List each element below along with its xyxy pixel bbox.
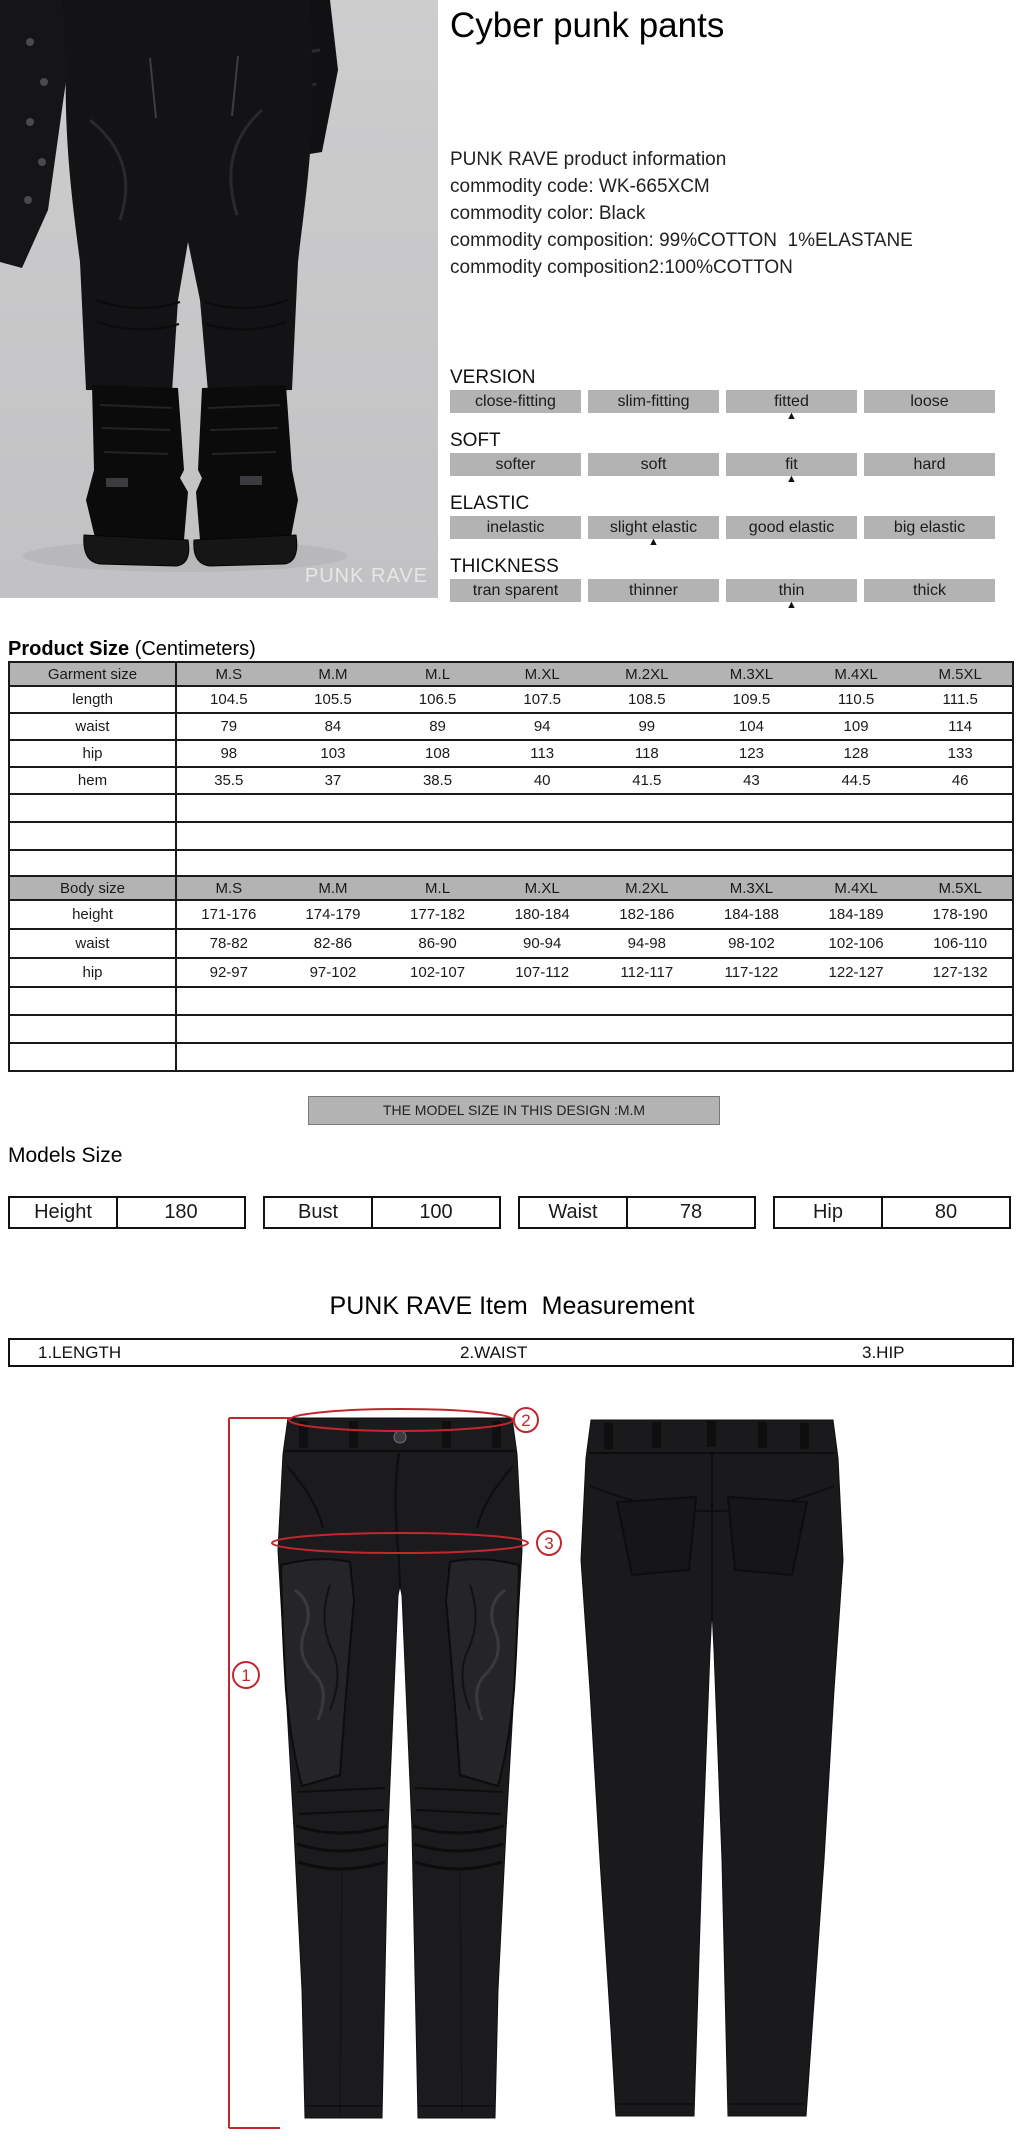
callout-number-2: 2 (521, 1411, 531, 1430)
value-cell: 123 (699, 740, 804, 767)
product-info-line: commodity composition2:100%COTTON (450, 257, 793, 278)
value-cell: 82-86 (281, 929, 386, 958)
attribute-options-row (450, 453, 995, 476)
attribute-option: tran sparent (450, 579, 581, 602)
value-cell: 127-132 (908, 958, 1013, 987)
attribute-option: thinner (588, 579, 719, 602)
model-size-label: Bust (265, 1198, 373, 1227)
value-cell: 97-102 (281, 958, 386, 987)
measurement-photos (0, 1390, 1024, 2154)
value-cell: 102-106 (804, 929, 909, 958)
value-cell (176, 1043, 1013, 1071)
models-size-title: Models Size (8, 1144, 123, 1167)
header-cell: M.3XL (699, 876, 804, 900)
product-size-title-unit: (Centimeters) (134, 638, 256, 660)
product-info-line: commodity color: Black (450, 203, 646, 224)
value-cell: 109.5 (699, 686, 804, 713)
attribute-option: hard (864, 453, 995, 476)
row-label-cell: hip (9, 958, 176, 987)
size-table-row (9, 767, 1013, 794)
size-table-header-row (9, 662, 1013, 686)
model-size-box (8, 1196, 246, 1229)
attribute-marker-row (450, 473, 995, 487)
product-info-line: commodity composition: 99%COTTON 1%ELASTANE (450, 230, 913, 251)
punk-rave-watermark: PUNK RAVE (304, 565, 428, 587)
value-cell (176, 1015, 1013, 1043)
model-photo (0, 0, 438, 598)
size-table-empty-row (9, 794, 1013, 822)
measurement-label: 2.WAIST (460, 1342, 528, 1362)
value-cell: 118 (595, 740, 700, 767)
value-cell: 106-110 (908, 929, 1013, 958)
pants-measurement-illustration (0, 1390, 1024, 2154)
value-cell: 177-182 (385, 900, 490, 929)
value-cell: 94-98 (595, 929, 700, 958)
value-cell: 110.5 (804, 686, 909, 713)
attribute-section (450, 431, 995, 487)
measurement-labels-box (8, 1338, 1014, 1367)
size-table-row (9, 958, 1013, 987)
value-cell: 98-102 (699, 929, 804, 958)
row-label-cell (9, 987, 176, 1015)
attribute-option: slight elastic (588, 516, 719, 539)
attribute-option: thick (864, 579, 995, 602)
size-table-row (9, 900, 1013, 929)
value-cell: 44.5 (804, 767, 909, 794)
header-cell: M.XL (490, 876, 595, 900)
header-cell: M.S (176, 876, 281, 900)
row-label-cell: waist (9, 929, 176, 958)
model-size-label: Height (10, 1198, 118, 1227)
size-table-row (9, 929, 1013, 958)
attribute-marker-row (450, 599, 995, 613)
row-label-cell: waist (9, 713, 176, 740)
attribute-option: good elastic (726, 516, 857, 539)
value-cell: 90-94 (490, 929, 595, 958)
value-cell: 109 (804, 713, 909, 740)
attribute-options-row (450, 390, 995, 413)
size-table-row (9, 686, 1013, 713)
header-cell: Garment size (9, 662, 176, 686)
value-cell: 108 (385, 740, 490, 767)
value-cell: 78-82 (176, 929, 281, 958)
value-cell: 40 (490, 767, 595, 794)
value-cell: 107-112 (490, 958, 595, 987)
attribute-name: VERSION (450, 367, 536, 388)
value-cell: 99 (595, 713, 700, 740)
value-cell: 171-176 (176, 900, 281, 929)
attribute-option: softer (450, 453, 581, 476)
row-label-cell: length (9, 686, 176, 713)
value-cell: 113 (490, 740, 595, 767)
row-label-cell (9, 794, 176, 822)
models-size-row (8, 1196, 1016, 1229)
row-label-cell (9, 850, 176, 878)
value-cell: 108.5 (595, 686, 700, 713)
measurement-title: PUNK RAVE Item Measurement (329, 1292, 695, 1320)
value-cell: 104 (699, 713, 804, 740)
model-size-label: Hip (775, 1198, 883, 1227)
value-cell: 180-184 (490, 900, 595, 929)
value-cell: 41.5 (595, 767, 700, 794)
value-cell: 103 (281, 740, 386, 767)
value-cell: 79 (176, 713, 281, 740)
size-table-row (9, 713, 1013, 740)
attribute-option: inelastic (450, 516, 581, 539)
header-cell: M.2XL (595, 662, 700, 686)
value-cell: 107.5 (490, 686, 595, 713)
attribute-option: fit (726, 453, 857, 476)
value-cell: 184-189 (804, 900, 909, 929)
back-pants-photo (581, 1420, 843, 2116)
value-cell: 112-117 (595, 958, 700, 987)
size-table-empty-row (9, 1043, 1013, 1071)
value-cell: 133 (908, 740, 1013, 767)
model-size-label: Waist (520, 1198, 628, 1227)
value-cell: 114 (908, 713, 1013, 740)
size-table-empty-row (9, 1015, 1013, 1043)
model-size-value: 78 (679, 1201, 703, 1223)
header-cell: M.M (281, 876, 386, 900)
attribute-option: big elastic (864, 516, 995, 539)
row-label-cell: hem (9, 767, 176, 794)
header-cell: Body size (9, 876, 176, 900)
selected-marker-icon: ▲ (786, 410, 797, 422)
header-cell: M.S (176, 662, 281, 686)
value-cell: 38.5 (385, 767, 490, 794)
value-cell: 128 (804, 740, 909, 767)
attribute-option: slim-fitting (588, 390, 719, 413)
header-cell: M.3XL (699, 662, 804, 686)
value-cell: 111.5 (908, 686, 1013, 713)
attribute-option: loose (864, 390, 995, 413)
attribute-marker-row (450, 410, 995, 424)
size-table-empty-row (9, 822, 1013, 850)
value-cell: 84 (281, 713, 386, 740)
value-cell: 184-188 (699, 900, 804, 929)
measurement-label: 3.HIP (862, 1342, 905, 1362)
value-cell: 89 (385, 713, 490, 740)
attribute-options-row (450, 579, 995, 602)
header-cell: M.5XL (908, 662, 1013, 686)
value-cell: 37 (281, 767, 386, 794)
value-cell: 98 (176, 740, 281, 767)
product-info-line: PUNK RAVE product information (450, 149, 727, 170)
product-size-title (8, 638, 256, 661)
body-size-table (8, 875, 1014, 1072)
row-label-cell: hip (9, 740, 176, 767)
attribute-name: ELASTIC (450, 493, 530, 514)
front-pants-photo (278, 1418, 522, 2118)
value-cell: 43 (699, 767, 804, 794)
garment-size-table (8, 661, 1014, 879)
measurement-label: 1.LENGTH (38, 1342, 122, 1362)
attribute-option: soft (588, 453, 719, 476)
size-table-header-row (9, 876, 1013, 900)
header-cell: M.5XL (908, 876, 1013, 900)
product-title: Cyber punk pants (450, 6, 725, 45)
value-cell: 105.5 (281, 686, 386, 713)
product-size-title-bold: Product Size (8, 638, 130, 660)
header-cell: M.4XL (804, 876, 909, 900)
selected-marker-icon: ▲ (648, 536, 659, 548)
attribute-name: THICKNESS (450, 556, 559, 577)
value-cell: 46 (908, 767, 1013, 794)
header-cell: M.L (385, 876, 490, 900)
model-size-box (773, 1196, 1011, 1229)
row-label-cell (9, 1043, 176, 1071)
value-cell: 102-107 (385, 958, 490, 987)
value-cell (176, 822, 1013, 850)
value-cell: 174-179 (281, 900, 386, 929)
size-table-empty-row (9, 850, 1013, 878)
row-label-cell (9, 822, 176, 850)
attribute-name: SOFT (450, 430, 501, 451)
model-size-value: 100 (419, 1201, 453, 1223)
model-size-note: THE MODEL SIZE IN THIS DESIGN :M.M (308, 1096, 720, 1125)
model-size-value: 80 (934, 1201, 958, 1223)
header-cell: M.L (385, 662, 490, 686)
value-cell (176, 794, 1013, 822)
header-cell: M.2XL (595, 876, 700, 900)
value-cell: 104.5 (176, 686, 281, 713)
callout-number-1: 1 (241, 1666, 251, 1685)
value-cell: 94 (490, 713, 595, 740)
value-cell: 182-186 (595, 900, 700, 929)
attribute-section (450, 494, 995, 550)
attribute-option: close-fitting (450, 390, 581, 413)
row-label-cell: height (9, 900, 176, 929)
size-table-empty-row (9, 987, 1013, 1015)
attribute-option: thin (726, 579, 857, 602)
header-cell: M.4XL (804, 662, 909, 686)
value-cell: 122-127 (804, 958, 909, 987)
selected-marker-icon: ▲ (786, 473, 797, 485)
attribute-option: fitted (726, 390, 857, 413)
product-info-line: commodity code: WK-665XCM (450, 176, 710, 197)
model-size-box (518, 1196, 756, 1229)
attribute-section (450, 368, 995, 424)
value-cell: 106.5 (385, 686, 490, 713)
value-cell (176, 987, 1013, 1015)
header-cell: M.M (281, 662, 386, 686)
attribute-section (450, 557, 995, 613)
row-label-cell (9, 1015, 176, 1043)
value-cell: 178-190 (908, 900, 1013, 929)
callout-number-3: 3 (544, 1534, 554, 1553)
value-cell: 92-97 (176, 958, 281, 987)
value-cell: 86-90 (385, 929, 490, 958)
value-cell: 35.5 (176, 767, 281, 794)
attribute-marker-row (450, 536, 995, 550)
value-cell (176, 850, 1013, 878)
value-cell: 117-122 (699, 958, 804, 987)
size-table-row (9, 740, 1013, 767)
model-size-box (263, 1196, 501, 1229)
model-size-value: 180 (164, 1201, 198, 1223)
selected-marker-icon: ▲ (786, 599, 797, 611)
product-info-block (450, 146, 913, 281)
attribute-options-row (450, 516, 995, 539)
attribute-sections (450, 368, 995, 620)
model-photo-illustration (0, 0, 438, 598)
header-cell: M.XL (490, 662, 595, 686)
